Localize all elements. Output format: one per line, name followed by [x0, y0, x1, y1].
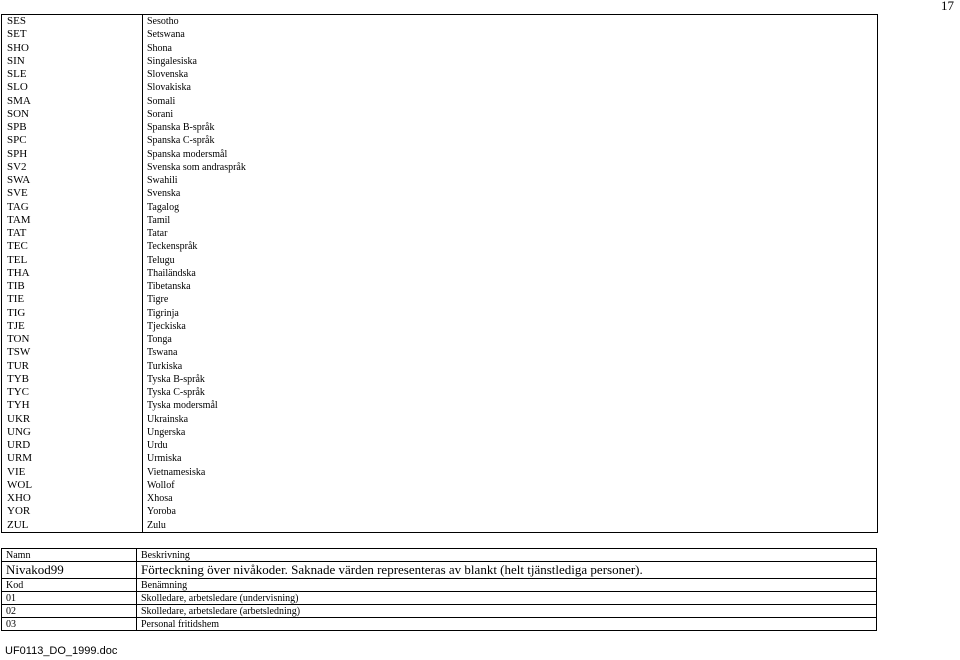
language-code: TYC	[2, 386, 143, 399]
level-code: 03	[2, 618, 137, 631]
language-name: Urdu	[147, 440, 168, 452]
language-name: Turkiska	[147, 360, 183, 372]
table-row	[2, 267, 878, 280]
level-code: 02	[2, 605, 137, 618]
table-row	[2, 360, 878, 373]
table-row	[2, 68, 878, 81]
language-name: Tyska C-språk	[147, 387, 205, 399]
table-row	[2, 254, 878, 267]
language-name: Slovenska	[147, 69, 189, 81]
language-code: SPC	[2, 134, 143, 147]
language-code: TSW	[2, 346, 143, 359]
language-code-table	[1, 14, 878, 533]
language-name: Somali	[147, 95, 176, 107]
language-name: Slovakiska	[147, 82, 191, 94]
language-code: UKR	[2, 413, 143, 426]
language-code: TON	[2, 333, 143, 346]
language-code: TIE	[2, 293, 143, 306]
language-code: SLE	[2, 68, 143, 81]
name-header: Namn	[2, 549, 137, 562]
language-code: TUR	[2, 360, 143, 373]
language-name: Tamil	[147, 214, 171, 226]
language-code: XHO	[2, 492, 143, 505]
language-code: ZUL	[2, 519, 143, 533]
language-code: SPB	[2, 121, 143, 134]
language-name: Tatar	[147, 228, 168, 240]
table-row	[2, 187, 878, 200]
language-code: URD	[2, 439, 143, 452]
nivakod-table	[1, 548, 877, 631]
language-code: YOR	[2, 505, 143, 518]
language-code: SES	[2, 15, 143, 29]
language-code: SHO	[2, 42, 143, 55]
language-name: Telugu	[147, 254, 175, 266]
table-row	[2, 519, 878, 533]
table-row	[2, 121, 878, 134]
language-name: Ungerska	[147, 426, 186, 438]
language-name: Vietnamesiska	[147, 466, 206, 478]
language-code: SVE	[2, 187, 143, 200]
language-name: Tjeckiska	[147, 320, 186, 332]
language-name: Shona	[147, 42, 172, 54]
language-name: Sorani	[147, 108, 174, 120]
language-name: Wollof	[147, 479, 175, 491]
language-code: TEL	[2, 254, 143, 267]
language-code: TAG	[2, 201, 143, 214]
table-row	[2, 148, 878, 161]
language-code: SET	[2, 28, 143, 41]
language-name: Singalesiska	[147, 55, 197, 67]
table-row	[2, 333, 878, 346]
language-code: TIB	[2, 280, 143, 293]
table-row	[2, 174, 878, 187]
table-row	[2, 240, 878, 253]
language-name: Zulu	[147, 519, 166, 531]
language-code: URM	[2, 452, 143, 465]
table-row	[2, 413, 878, 426]
language-name: Tibetanska	[147, 281, 191, 293]
language-code-table-body	[2, 15, 878, 533]
language-name: Thailändska	[147, 267, 196, 279]
table-row	[2, 280, 878, 293]
table-row	[2, 95, 878, 108]
language-code: THA	[2, 267, 143, 280]
language-code: SV2	[2, 161, 143, 174]
table-row	[2, 55, 878, 68]
table-row	[2, 201, 878, 214]
table-row	[2, 605, 877, 618]
language-name: Setswana	[147, 29, 185, 41]
nivakod-header-row	[2, 549, 877, 562]
language-name: Spanska B-språk	[147, 122, 215, 134]
language-name: Svenska	[147, 188, 181, 200]
language-code: TEC	[2, 240, 143, 253]
language-code: SIN	[2, 55, 143, 68]
table-row	[2, 81, 878, 94]
label-header: Benämning	[137, 579, 877, 592]
table-row	[2, 293, 878, 306]
language-code: UNG	[2, 426, 143, 439]
language-code: TAT	[2, 227, 143, 240]
language-name: Xhosa	[147, 493, 173, 505]
table-row	[2, 346, 878, 359]
table-row	[2, 214, 878, 227]
table-row	[2, 373, 878, 386]
page-number: 17	[941, 0, 954, 13]
table-description: Förteckning över nivåkoder. Saknade värden representeras av blankt (helt tjänstlediga personer).	[137, 562, 877, 579]
table-row	[2, 28, 878, 41]
language-code: TIG	[2, 307, 143, 320]
level-label: Personal fritidshem	[137, 618, 877, 631]
language-code: TYB	[2, 373, 143, 386]
language-code: VIE	[2, 466, 143, 479]
table-row	[2, 134, 878, 147]
table-row	[2, 592, 877, 605]
table-row	[2, 227, 878, 240]
table-row	[2, 320, 878, 333]
language-code: SPH	[2, 148, 143, 161]
table-row	[2, 492, 878, 505]
language-code: SWA	[2, 174, 143, 187]
language-name: Tigrinja	[147, 307, 179, 319]
table-row	[2, 307, 878, 320]
table-row	[2, 108, 878, 121]
language-name: Spanska modersmål	[147, 148, 228, 160]
language-code: SON	[2, 108, 143, 121]
language-code: TYH	[2, 399, 143, 412]
table-row	[2, 426, 878, 439]
language-name: Swahili	[147, 175, 178, 187]
table-row	[2, 452, 878, 465]
language-name: Teckenspråk	[147, 241, 198, 253]
language-name: Tswana	[147, 347, 178, 359]
table-name: Nivakod99	[2, 562, 137, 579]
level-code: 01	[2, 592, 137, 605]
description-header: Beskrivning	[137, 549, 877, 562]
nivakod-column-header-row	[2, 579, 877, 592]
language-name: Tonga	[147, 334, 172, 346]
language-name: Tagalog	[147, 201, 180, 213]
code-header: Kod	[2, 579, 137, 592]
language-name: Tyska B-språk	[147, 373, 205, 385]
language-code: SMA	[2, 95, 143, 108]
language-name: Tigre	[147, 294, 169, 306]
language-name: Yoroba	[147, 506, 176, 518]
language-name: Svenska som andraspråk	[147, 161, 246, 173]
table-row	[2, 618, 877, 631]
language-code: SLO	[2, 81, 143, 94]
table-row	[2, 15, 878, 29]
nivakod-title-row	[2, 562, 877, 579]
table-row	[2, 399, 878, 412]
language-name: Spanska C-språk	[147, 135, 215, 147]
document-filename: UF0113_DO_1999.doc	[5, 645, 118, 657]
table-row	[2, 466, 878, 479]
level-label: Skolledare, arbetsledare (arbetsledning)	[137, 605, 877, 618]
language-code: TJE	[2, 320, 143, 333]
language-name: Ukrainska	[147, 413, 189, 425]
language-code: WOL	[2, 479, 143, 492]
language-code: TAM	[2, 214, 143, 227]
table-row	[2, 386, 878, 399]
table-row	[2, 161, 878, 174]
table-row	[2, 505, 878, 518]
table-row	[2, 439, 878, 452]
table-row	[2, 42, 878, 55]
language-name: Urmiska	[147, 453, 182, 465]
table-row	[2, 479, 878, 492]
language-name: Sesotho	[147, 16, 179, 28]
language-name: Tyska modersmål	[147, 400, 218, 412]
level-label: Skolledare, arbetsledare (undervisning)	[137, 592, 877, 605]
